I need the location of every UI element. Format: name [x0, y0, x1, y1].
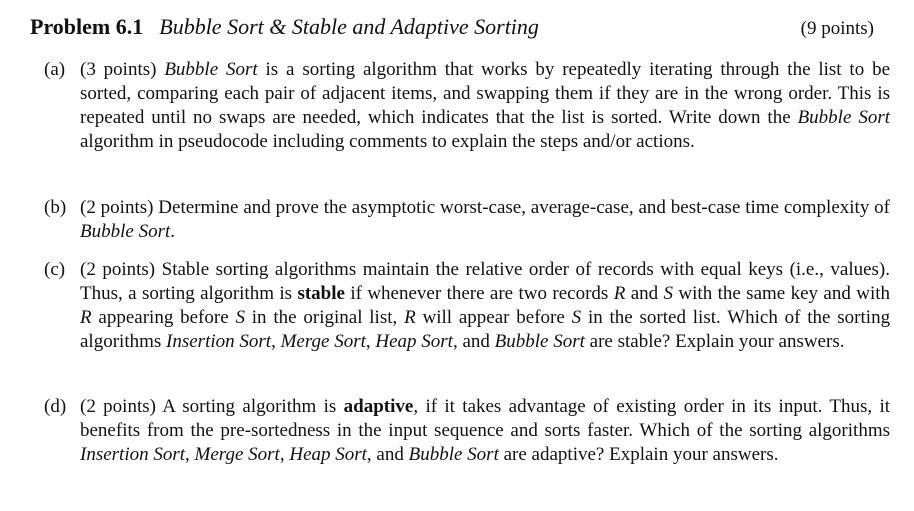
part-b-points: (2 points): [80, 197, 154, 218]
part-a-text: [80, 58, 890, 154]
problem-title: Bubble Sort & Stable and Adaptive Sorting: [159, 14, 539, 39]
text-segment: Stable sorting algorithms maintain the relative order of records with equal keys (i.e., values). Thus, a sorting algorithm is: [80, 259, 890, 304]
part-c-text: (2 points) Stable sorting algorithms maintain the relative order of records with equal keys (i.e., values). Thus, a sorting algorithm is stable if whenever there are two records R and S with the same key and with R appearing before S in the original list, R will appear before S in the sorted list. Which of the sorting algorithms Insertion Sort, Merge Sort, Heap Sort, and Bubble Sort are stable? Explain your answers.: [80, 259, 891, 352]
algo-name: Bubble Sort: [797, 107, 890, 128]
text-segment: if whenever there are two records: [350, 283, 609, 304]
text-segment: are stable? Explain your answers.: [589, 331, 845, 352]
term-adaptive: adaptive: [343, 396, 414, 417]
part-d-points: (2 points): [80, 396, 156, 417]
text-segment: , if it takes advantage of existing order in its input. Thus, it benefits from the pre-sortedness in the input sequence and sorts faster. Which of the sorting algorithms: [80, 396, 891, 441]
part-c: [44, 258, 890, 354]
text-segment: A sorting algorithm is: [162, 396, 337, 417]
text-segment: algorithm in pseudocode including comments to explain the steps and/or actions.: [80, 131, 695, 152]
text-segment: is a sorting algorithm that works by repeatedly iterating through the list to be sorted, comparing each pair of adjacent items, and swapping them if they are in the wrong order. This is repeated until no swaps are needed, which indicates that the list is sorted. Write down the: [80, 59, 890, 128]
part-b: [44, 196, 890, 244]
part-c-points: (2 points): [80, 259, 156, 280]
part-a: [44, 58, 890, 154]
text-segment: .: [170, 221, 175, 242]
math-var: R: [80, 307, 92, 328]
algo-name: Heap Sort: [375, 331, 453, 352]
algo-name: Merge Sort: [280, 331, 366, 352]
math-var: S: [235, 307, 245, 328]
algo-name: Bubble Sort: [80, 221, 171, 242]
text-segment: and: [462, 331, 490, 352]
text-segment: in the sorted list. Which of the sorting algorithms: [80, 307, 891, 352]
algo-name: Merge Sort: [194, 444, 280, 465]
problem-header: [30, 14, 874, 46]
text-segment: Determine and prove the asymptotic worst-case, average-case, and best-case time complexity of: [158, 197, 890, 218]
problem-number: Problem 6.1: [30, 14, 144, 39]
math-var: S: [663, 283, 674, 304]
math-var: S: [571, 307, 582, 328]
text-segment: will appear before: [422, 307, 565, 328]
algo-name: Insertion Sort: [80, 444, 186, 465]
algo-name: Insertion Sort: [166, 331, 272, 352]
algo-name: Bubble Sort: [164, 59, 258, 80]
part-d-text: (2 points) A sorting algorithm is adaptive, if it takes advantage of existing order in its input. Thus, it benefits from the pre-sortedness in the input sequence and sorts faster. Which of the sorting algorithms Insertion Sort, Merge Sort, Heap Sort, and Bubble Sort are adaptive? Explain your answers.: [80, 396, 891, 465]
text-segment: and: [376, 444, 404, 465]
part-c-label: (c): [44, 259, 66, 280]
text-segment: appearing before: [98, 307, 229, 328]
algo-name: Bubble Sort: [408, 444, 499, 465]
algo-name: Heap Sort: [289, 444, 367, 465]
text-segment: with the same key and with: [678, 283, 891, 304]
math-var: R: [613, 283, 626, 304]
part-d: [44, 395, 890, 467]
text-segment: are adaptive? Explain your answers.: [503, 444, 779, 465]
algo-name: Bubble Sort: [494, 331, 585, 352]
problem-points: (9 points): [800, 18, 874, 39]
part-d-label: (d): [44, 396, 67, 417]
part-a-label: (a): [44, 59, 66, 80]
part-b-text: [80, 196, 890, 244]
term-stable: stable: [297, 283, 345, 304]
part-b-label: (b): [44, 197, 67, 218]
text-segment: in the original list,: [251, 307, 398, 328]
text-segment: and: [630, 283, 659, 304]
part-a-points: (3 points): [80, 59, 157, 80]
math-var: R: [404, 307, 416, 328]
